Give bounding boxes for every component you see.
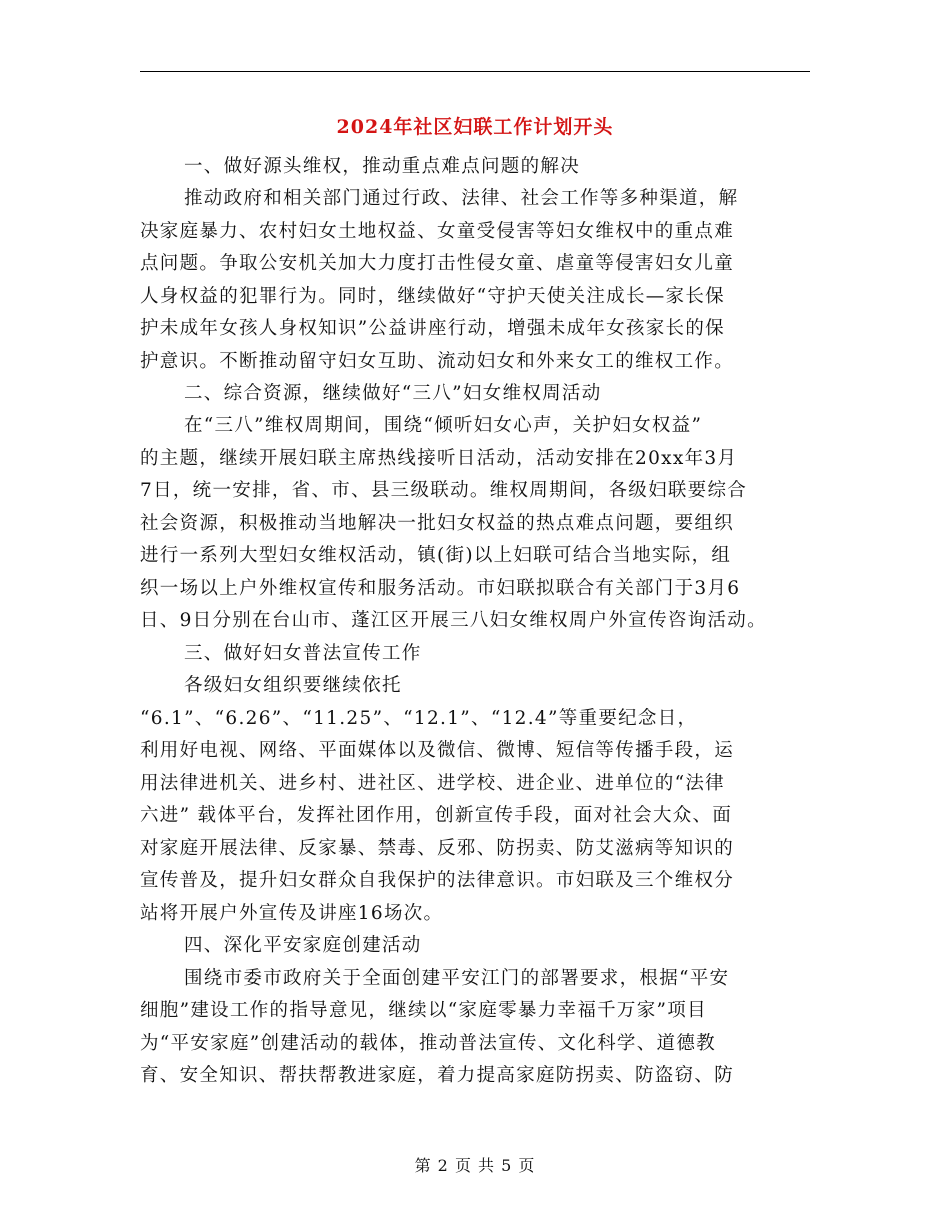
paragraph-line: 用法律进机关、进乡村、进社区、进学校、进企业、进单位的“法律 [140,773,725,794]
paragraph-line: 利用好电视、网络、平面媒体以及微信、微博、短信等传播手段，运 [140,740,735,761]
paragraph-line: 7日，统一安排，省、市、县三级联动。维权周期间，各级妇联要综合 [140,480,748,501]
paragraph-line: 织一场以上户外维权宣传和服务活动。市妇联拟联合有关部门于3月6 [140,578,741,599]
paragraph-line: 在“三八”维权周期间，围绕“倾听妇女心声，关护妇女权益” [184,415,703,436]
paragraph-line: 社会资源，积极推动当地解决一批妇女权益的热点难点问题，要组织 [140,513,735,534]
paragraph-line: 育、安全知识、帮扶帮教进家庭，着力提高家庭防拐卖、防盗窃、防 [140,1065,735,1086]
document-title: 2024年社区妇联工作计划开头 [336,116,614,138]
paragraph-line: 进行一系列大型妇女维权活动，镇(街)以上妇联可结合当地实际，组 [140,545,732,566]
page-number: 第 2 页 共 5 页 [414,1156,536,1175]
header-rule [140,71,810,72]
paragraph-line: 的主题，继续开展妇联主席热线接听日活动，活动安排在20xx年3月 [140,448,738,469]
paragraph-line: 细胞”建设工作的指导意见，继续以“家庭零暴力幸福千万家”项目 [140,1000,707,1021]
paragraph-line: 为“平安家庭”创建活动的载体，推动普法宣传、文化科学、道德教 [140,1033,716,1054]
paragraph-line: 护未成年女孩人身权知识”公益讲座行动，增强未成年女孩家长的保 [140,318,725,339]
section-heading-1: 一、做好源头维权，推动重点难点问题的解决 [184,156,581,177]
paragraph-line: 站将开展户外宣传及讲座16场次。 [140,903,444,924]
paragraph-line: 决家庭暴力、农村妇女土地权益、女童受侵害等妇女维权中的重点难 [140,221,735,242]
paragraph-line: 护意识。不断推动留守妇女互助、流动妇女和外来女工的维权工作。 [140,351,735,372]
section-heading-3: 三、做好妇女普法宣传工作 [184,643,422,664]
paragraph-line: “6.1”、“6.26”、“11.25”、“12.1”、“12.4”等重要纪念日， [140,708,698,729]
paragraph-line: 日、9日分别在台山市、蓬江区开展三八妇女维权周户外宣传咨询活动。 [140,610,767,631]
paragraph-line: 宣传普及，提升妇女群众自我保护的法律意识。市妇联及三个维权分 [140,870,735,891]
paragraph-line: 六进” 载体平台，发挥社团作用，创新宣传手段，面对社会大众、面 [140,805,733,826]
paragraph-line: 推动政府和相关部门通过行政、法律、社会工作等多种渠道，解 [184,188,739,209]
section-heading-2: 二、综合资源，继续做好“三八”妇女维权周活动 [184,383,602,404]
paragraph-line: 点问题。争取公安机关加大力度打击性侵女童、虐童等侵害妇女儿童 [140,253,735,274]
section-heading-4: 四、深化平安家庭创建活动 [184,935,422,956]
paragraph-line: 各级妇女组织要继续依托 [184,675,402,696]
paragraph-line: 对家庭开展法律、反家暴、禁毒、反邪、防拐卖、防艾滋病等知识的 [140,838,735,859]
paragraph-line: 围绕市委市政府关于全面创建平安江门的部署要求，根据“平安 [184,968,730,989]
paragraph-line: 人身权益的犯罪行为。同时，继续做好“守护天使关注成长—家长保 [140,286,725,307]
